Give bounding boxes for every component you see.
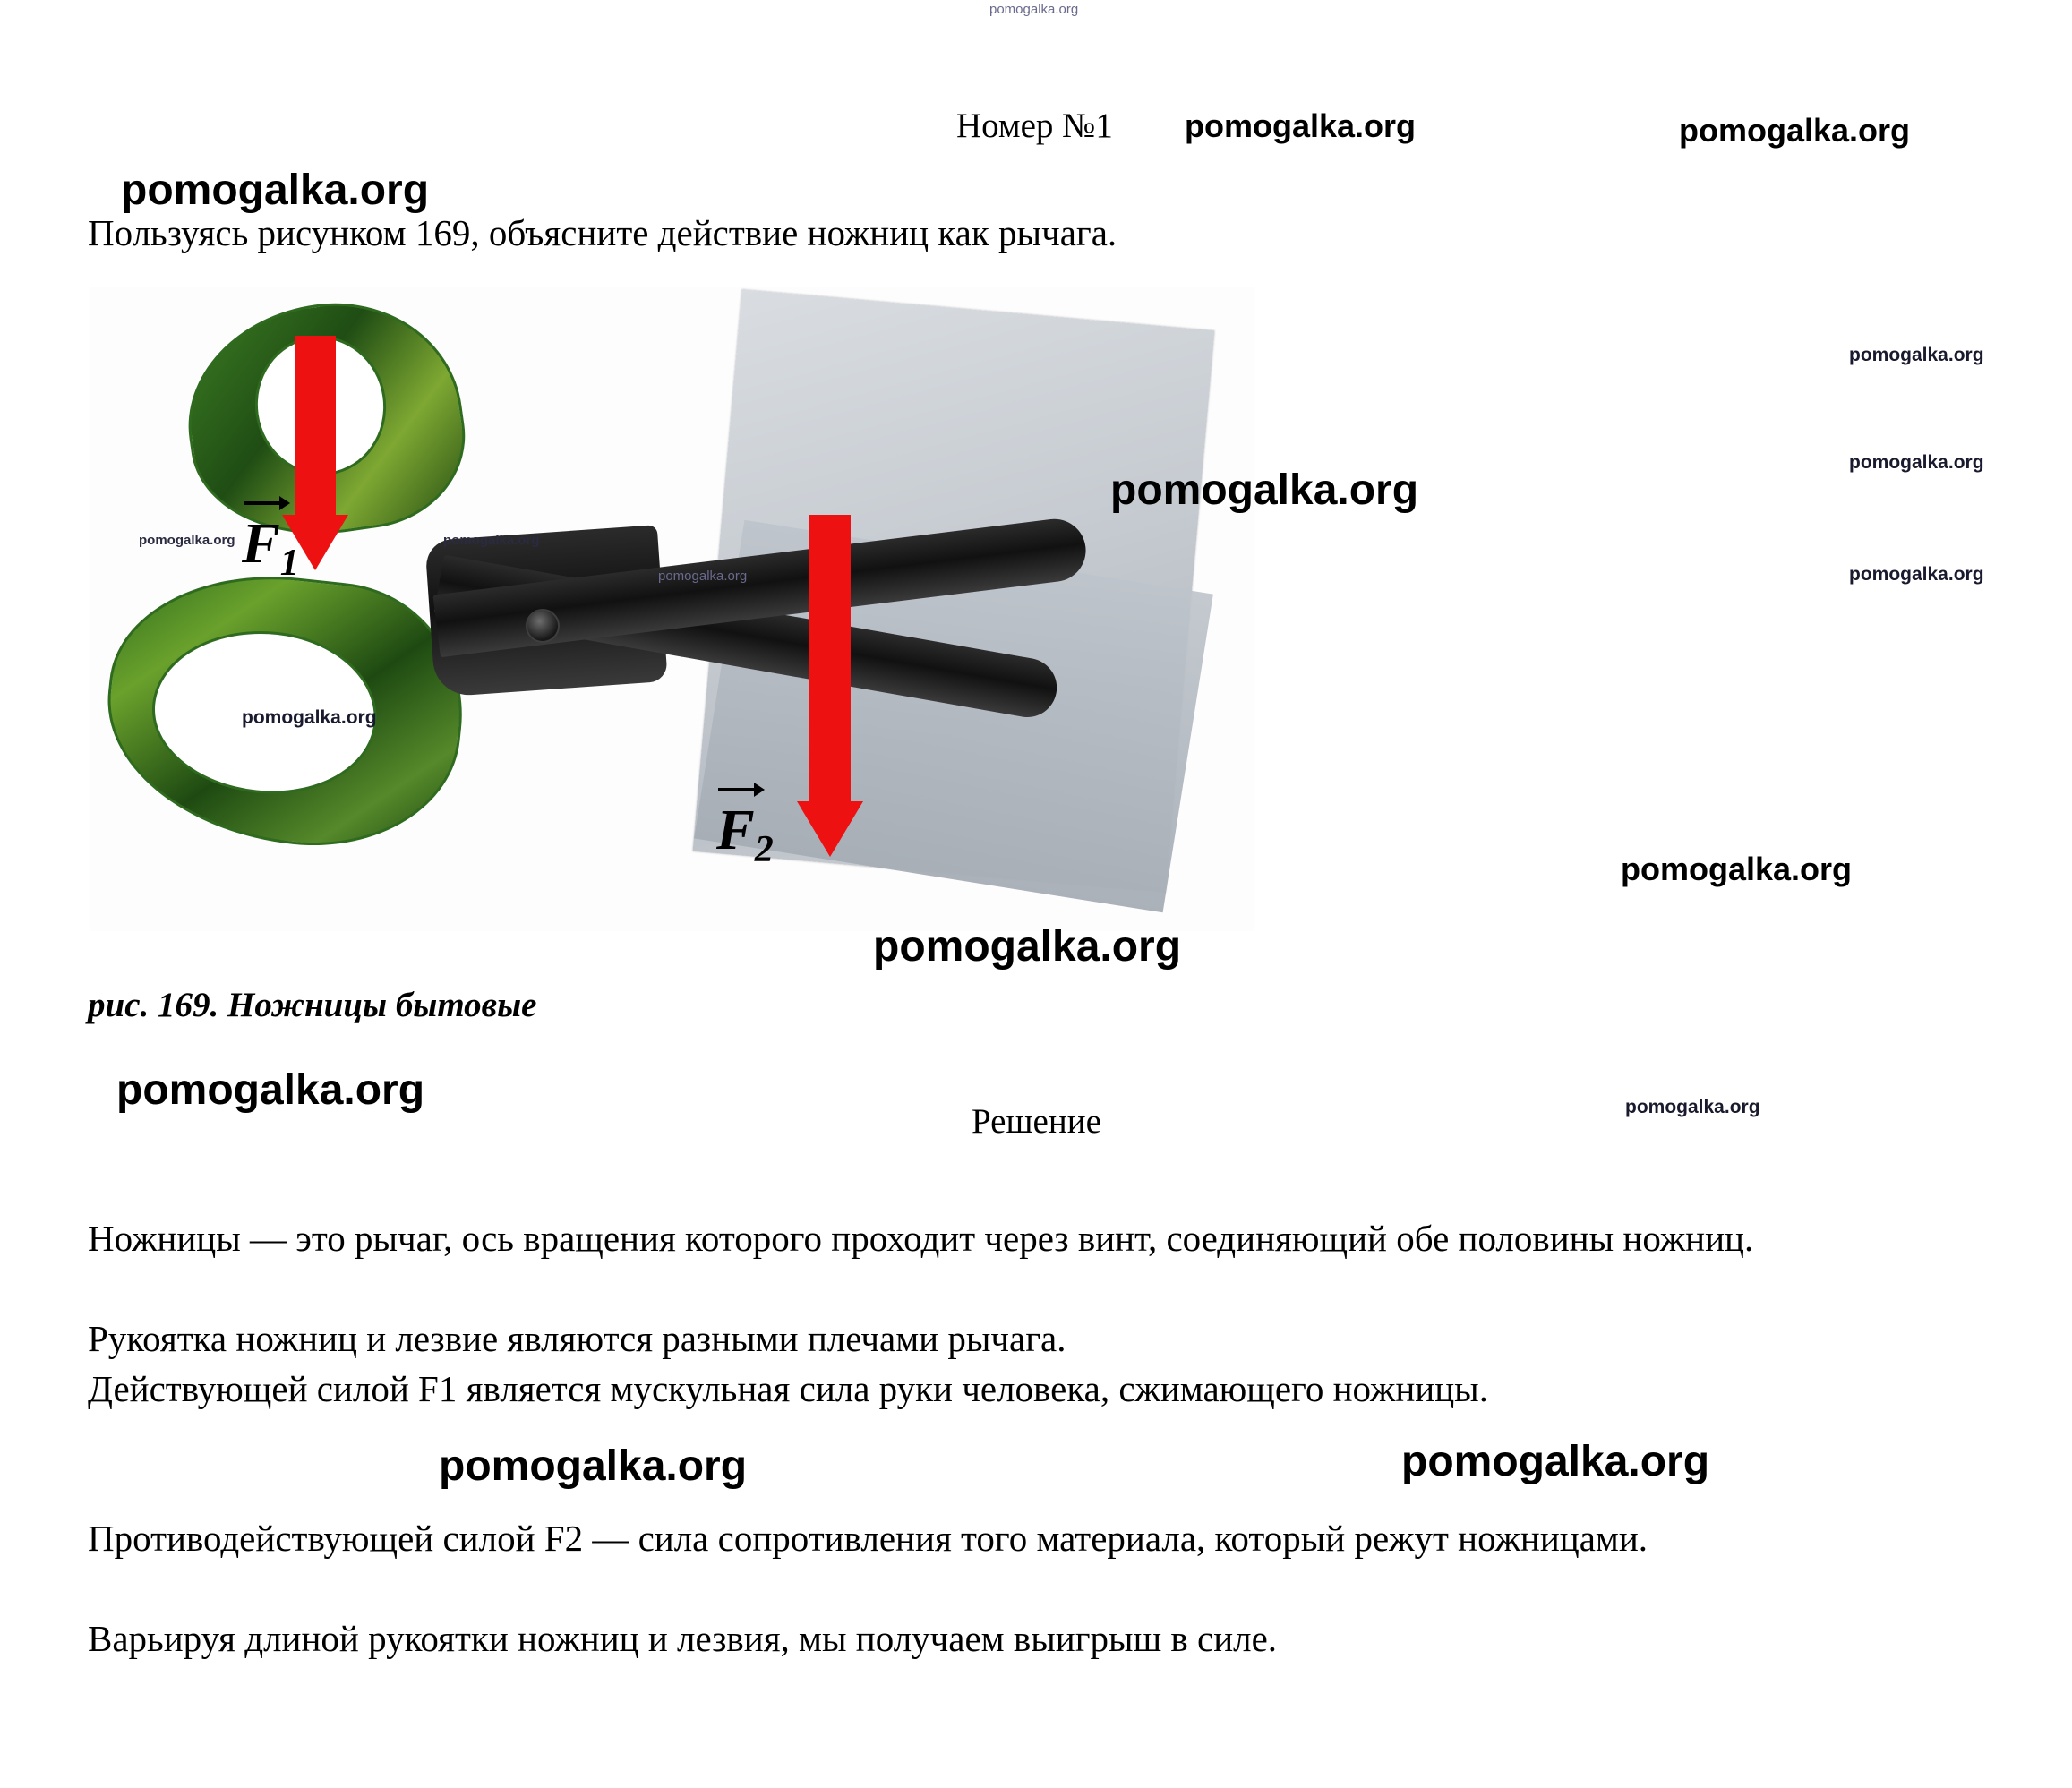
force-label-f1: $F_1$: [242, 510, 299, 585]
watermark-top-tiny: pomogalka.org: [989, 2, 1079, 17]
watermark-bottom-2: pomogalka.org: [1401, 1438, 1710, 1485]
watermark-figure-joint: pomogalka.org: [658, 569, 748, 584]
watermark-figure-right: pomogalka.org: [1110, 466, 1419, 514]
vector-arrow-icon: [244, 494, 290, 512]
watermark-figure-left: pomogalka.org: [139, 533, 235, 548]
scissors-photo: [90, 287, 1254, 931]
watermark-figure-mid: pomogalka.org: [443, 533, 540, 548]
figure-caption: рис. 169. Ножницы бытовые: [88, 986, 537, 1024]
watermark-right-3: pomogalka.org: [1849, 564, 1984, 585]
figure-169: [90, 287, 1254, 931]
watermark-below-figure: pomogalka.org: [116, 1066, 425, 1114]
watermark-top-right: pomogalka.org: [1679, 112, 1911, 149]
force-label-f2: $F_2$: [716, 797, 774, 871]
watermark-right-2: pomogalka.org: [1849, 452, 1984, 473]
solution-paragraph-4: Противодействующей силой F2 — сила сопротивления того материала, который режут ножницами.: [88, 1518, 1648, 1559]
watermark-figure-f2: pomogalka.org: [873, 923, 1182, 971]
watermark-right-4: pomogalka.org: [1621, 851, 1853, 887]
scissors-screw: [526, 609, 560, 643]
solution-paragraph-5: Варьируя длиной рукоятки ножниц и лезвия, мы получаем выигрыш в силе.: [88, 1618, 1278, 1659]
watermark-left-big: pomogalka.org: [121, 167, 430, 214]
question-text: Пользуясь рисунком 169, объясните действие ножниц как рычага.: [88, 212, 1117, 253]
watermark-bottom-1: pomogalka.org: [439, 1442, 748, 1490]
watermark-title-tail: pomogalka.org: [1185, 107, 1417, 144]
solution-paragraph-1: Ножницы — это рычаг, ось вращения которого проходит через винт, соединяющий обе половины ножниц.: [88, 1218, 1754, 1259]
watermark-solution-right: pomogalka.org: [1625, 1097, 1760, 1117]
solution-paragraph-2: Рукоятка ножниц и лезвие являются разными плечами рычага.: [88, 1318, 1066, 1359]
vector-arrow-icon: [718, 781, 765, 799]
watermark-right-1: pomogalka.org: [1849, 345, 1984, 365]
solution-label: Решение: [972, 1102, 1101, 1141]
watermark-figure-under-handle: pomogalka.org: [242, 707, 377, 728]
exercise-title: Номер №1: [956, 107, 1113, 145]
solution-paragraph-3: Действующей силой F1 является мускульная сила руки человека, сжимающего ножницы.: [88, 1368, 1488, 1409]
